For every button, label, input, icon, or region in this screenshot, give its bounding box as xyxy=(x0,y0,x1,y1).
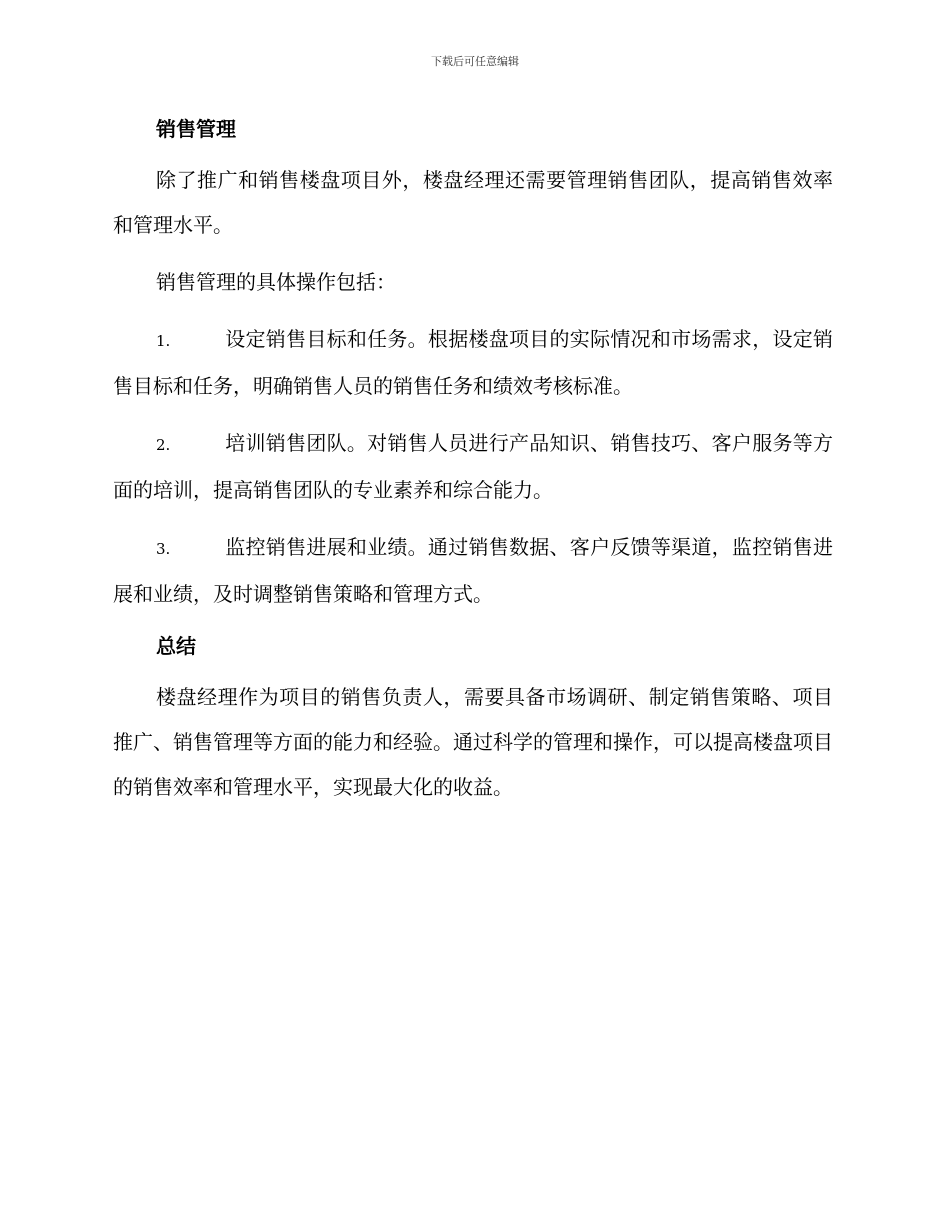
spacer xyxy=(113,617,833,629)
list-item-number: 2. xyxy=(156,436,171,454)
list-item-text: 监控销售进展和业绩。通过销售数据、客户反馈等渠道，监控销售进展和业绩，及时调整销售策略和管理方式。 xyxy=(113,535,833,606)
list-item-number: 1. xyxy=(156,332,171,350)
sales-management-lead: 销售管理的具体操作包括： xyxy=(156,270,396,294)
document-body xyxy=(113,112,833,810)
spacer xyxy=(113,513,833,525)
list-item xyxy=(113,525,833,617)
list-item-text: 设定销售目标和任务。根据楼盘项目的实际情况和市场需求，设定销售目标和任务，明确销售人员的销售任务和绩效考核标准。 xyxy=(113,327,833,398)
spacer xyxy=(113,663,833,675)
section-heading-summary: 总结 xyxy=(156,634,196,658)
spacer xyxy=(113,248,833,260)
sales-management-intro: 除了推广和销售楼盘项目外，楼盘经理还需要管理销售团队，提高销售效率和管理水平。 xyxy=(113,168,833,237)
list-item xyxy=(113,421,833,513)
page-header-note: 下载后可任意编辑 xyxy=(431,55,519,68)
section-heading-sales-management: 销售管理 xyxy=(156,117,236,141)
spacer xyxy=(113,146,833,158)
spacer xyxy=(113,305,833,317)
list-item xyxy=(113,317,833,409)
list-item-number: 3. xyxy=(156,540,171,558)
summary-body: 楼盘经理作为项目的销售负责人，需要具备市场调研、制定销售策略、项目推广、销售管理等方面的能力和经验。通过科学的管理和操作，可以提高楼盘项目的销售效率和管理水平，实现最大化的收益。 xyxy=(113,685,833,799)
list-item-text: 培训销售团队。对销售人员进行产品知识、销售技巧、客户服务等方面的培训，提高销售团队的专业素养和综合能力。 xyxy=(113,431,833,502)
spacer xyxy=(113,409,833,421)
